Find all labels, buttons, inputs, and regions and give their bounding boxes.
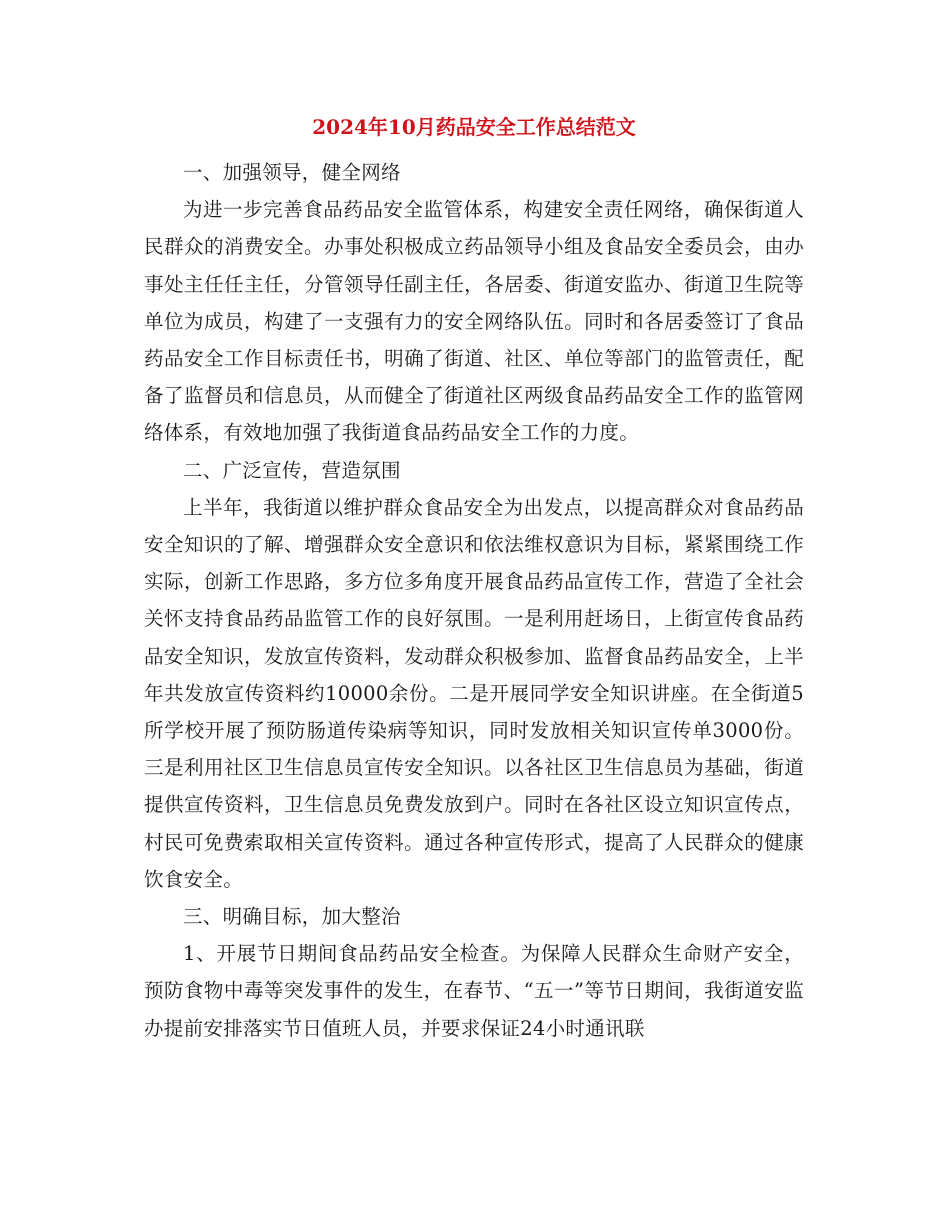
- paragraph-2: 上半年，我街道以维护群众食品安全为出发点，以提高群众对食品药品安全知识的了解、增强群众安全意识和依法维权意识为目标，紧紧围绕工作实际，创新工作思路，多方位多角度开展食品药品宣传工作，营造了全社会关怀支持食品药品监管工作的良好氛围。一是利用赶场日，上街宣传食品药品安全知识，发放宣传资料，发动群众积极参加、监督食品药品安全，上半年共发放宣传资料约10000余份。二是开展同学安全知识讲座。在全街道5所学校开展了预防肠道传染病等知识，同时发放相关知识宣传单3000份。三是利用社区卫生信息员宣传安全知识。以各社区卫生信息员为基础，街道提供宣传资料，卫生信息员免费发放到户。同时在各社区设立知识宣传点，村民可免费索取相关宣传资料。通过各种宣传形式，提高了人民群众的健康饮食安全。: [144, 495, 804, 891]
- section-heading-3: 三、明确目标，加大整治: [183, 905, 401, 929]
- document-page: [144, 110, 804, 1047]
- document-title: 2024年10月药品安全工作总结范文: [312, 115, 636, 139]
- section-heading-1: 一、加强领导，健全网络: [183, 161, 401, 184]
- paragraph-1: 为进一步完善食品药品安全监管体系，构建安全责任网络，确保街道人民群众的消费安全。办事处积极成立药品领导小组及食品安全委员会，由办事处主任任主任，分管领导任副主任，各居委、街道安监办、街道卫生院等单位为成员，构建了一支强有力的安全网络队伍。同时和各居委签订了食品药品安全工作目标责任书，明确了街道、社区、单位等部门的监管责任，配备了监督员和信息员，从而健全了街道社区两级食品药品安全工作的监管网络体系，有效地加强了我街道食品药品安全工作的力度。: [144, 198, 804, 445]
- paragraph-3: 1、开展节日期间食品药品安全检查。为保障人民群众生命财产安全，预防食物中毒等突发事件的发生，在春节、“五一”等节日期间，我街道安监办提前安排落实节日值班人员，并要求保证24小时通讯联: [144, 942, 804, 1040]
- section-heading-2: 二、广泛宣传，营造氛围: [183, 458, 401, 482]
